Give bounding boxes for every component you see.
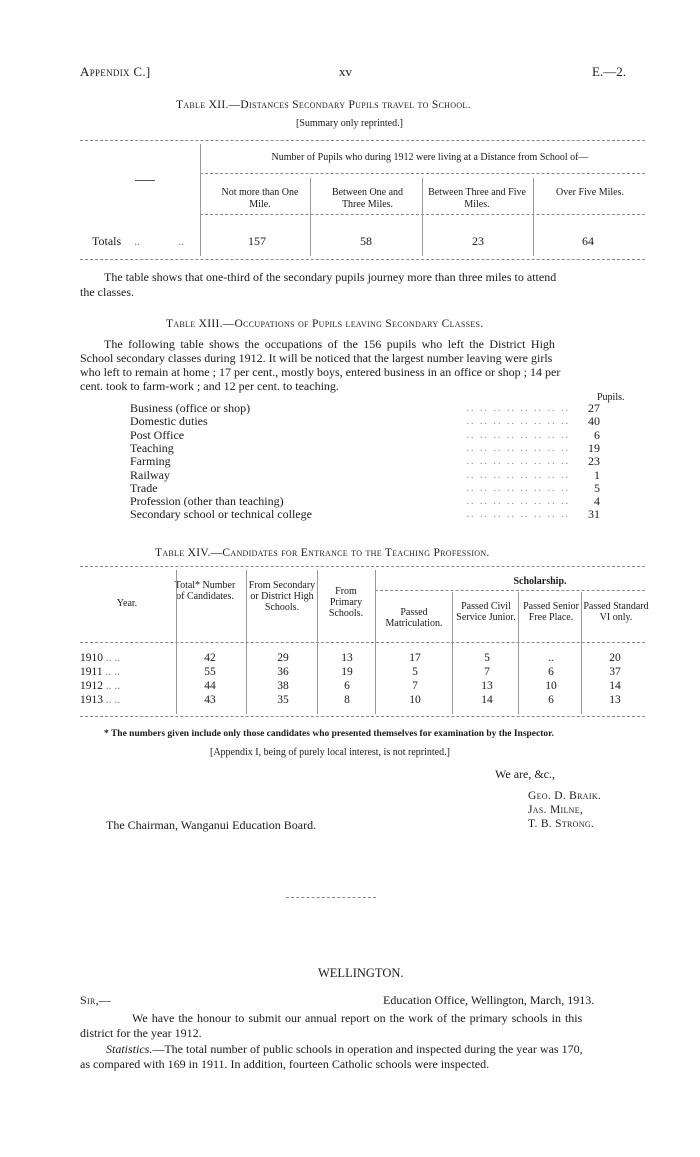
table14-cell-civil: 14 bbox=[481, 694, 493, 706]
table14-footnote: * The numbers given include only those candidates who presented themselves for examination by the Inspector. bbox=[104, 729, 554, 739]
occupation-value: 19 bbox=[588, 440, 600, 455]
table13-col-header: Pupils. bbox=[597, 392, 625, 403]
table14-cell-primary: 8 bbox=[344, 694, 350, 706]
leader-dots: .. .. .. .. .. .. .. .. bbox=[466, 469, 570, 481]
occupation-value: 6 bbox=[594, 427, 600, 442]
table14-cell-std6: 37 bbox=[609, 666, 621, 678]
closing-we-are: We are, &c., bbox=[495, 767, 555, 781]
table14-row-year bbox=[80, 680, 170, 692]
table14-cell-civil: 5 bbox=[484, 652, 490, 664]
signatory-1: Geo. D. Braik. bbox=[528, 790, 602, 802]
table14-cell-total: 43 bbox=[204, 694, 216, 706]
leader-dots: .. .. .. .. .. .. .. .. bbox=[466, 482, 570, 494]
table14-cell-senior: .. bbox=[548, 652, 554, 664]
year-value: 1911 bbox=[80, 666, 103, 678]
occupation-value: 31 bbox=[588, 507, 600, 522]
occupation-label: Business (office or shop) bbox=[130, 402, 256, 415]
letter-p2-lead: Statistics. bbox=[106, 1042, 153, 1056]
appendix-note: [Appendix I, being of purely local interest, is not reprinted.] bbox=[210, 747, 450, 758]
table12: Number of Pupils who during 1912 were living at a Distance from School of— Not more than One Mile. Between One and Three Miles. Between Three and Five Miles. Over Five Miles. Totals .. .. 157 58 23 64 bbox=[80, 140, 645, 260]
table14-header-matric: Passed Matriculation. bbox=[385, 607, 443, 629]
table14-cell-std6: 20 bbox=[609, 652, 621, 664]
leader-dots: .. .. .. .. .. .. .. .. bbox=[466, 429, 570, 441]
occupation-row bbox=[130, 495, 600, 508]
table14-cell-civil: 13 bbox=[481, 680, 493, 692]
occupation-row bbox=[130, 429, 600, 442]
table14 bbox=[80, 566, 650, 716]
table13-intro-line1: The following table shows the occupations of the 156 pupils who left the District High bbox=[104, 337, 555, 351]
table14-cell-civil: 7 bbox=[484, 666, 490, 678]
letter-p1-line2: district for the year 1912. bbox=[80, 1026, 202, 1040]
table12-col-1: Not more than One Mile. bbox=[221, 187, 299, 210]
occupation-row bbox=[130, 402, 600, 415]
table14-cell-senior: 6 bbox=[548, 666, 554, 678]
header-page-number: xv bbox=[339, 64, 352, 79]
table12-subtitle: [Summary only reprinted.] bbox=[296, 118, 403, 129]
table14-cell-district: 36 bbox=[277, 666, 289, 678]
leader-dots: .. .. .. .. .. .. .. .. bbox=[466, 456, 570, 468]
leader-dots: .. .. bbox=[103, 652, 121, 664]
table14-header-scholarship: Scholarship. bbox=[513, 576, 567, 587]
table14-cell-matric: 7 bbox=[412, 680, 418, 692]
leader-dots: .. .. .. .. .. .. .. .. bbox=[466, 509, 570, 521]
para1-line2: the classes. bbox=[80, 285, 134, 299]
table12-value-1: 157 bbox=[248, 234, 266, 248]
table14-cell-total: 44 bbox=[204, 680, 216, 692]
table12-value-4: 64 bbox=[582, 234, 594, 248]
table14-row-year bbox=[80, 666, 170, 678]
table12-value-2: 58 bbox=[360, 234, 372, 248]
table14-cell-matric: 5 bbox=[412, 666, 418, 678]
table14-header-district: From Secondary or District High Schools. bbox=[248, 580, 316, 613]
occupation-value: 1 bbox=[594, 467, 600, 482]
occupation-label: Railway bbox=[130, 469, 176, 482]
table14-cell-senior: 6 bbox=[548, 694, 554, 706]
occupation-label: Trade bbox=[130, 482, 164, 495]
table12-col-3: Between Three and Five Miles. bbox=[428, 187, 526, 210]
occupation-label: Post Office bbox=[130, 429, 190, 442]
leader-dots: .. .. .. .. .. .. .. .. bbox=[466, 442, 570, 454]
occupation-label: Teaching bbox=[130, 442, 180, 455]
letter-date: Education Office, Wellington, March, 1913. bbox=[383, 993, 595, 1007]
occupation-row bbox=[130, 455, 600, 468]
letter-salutation: Sir,— bbox=[80, 993, 112, 1007]
letter-place: WELLINGTON. bbox=[318, 966, 404, 980]
year-value: 1913 bbox=[80, 694, 103, 706]
table14-cell-std6: 14 bbox=[609, 680, 621, 692]
occupation-label: Domestic duties bbox=[130, 415, 214, 428]
table13-title: Table XIII.—Occupations of Pupils leaving Secondary Classes. bbox=[166, 318, 484, 330]
occupation-row bbox=[130, 442, 600, 455]
table14-header-senior: Passed Senior Free Place. bbox=[523, 601, 579, 623]
header-right: E.—2. bbox=[592, 64, 626, 79]
occupation-value: 40 bbox=[588, 414, 600, 429]
table13-intro-line3: who left to remain at home ; 17 per cent., mostly boys, entered business in an office or shop ; 14 per bbox=[80, 365, 561, 379]
addressee: The Chairman, Wanganui Education Board. bbox=[106, 818, 317, 832]
occupation-value: 5 bbox=[594, 480, 600, 495]
occupation-label: Farming bbox=[130, 455, 177, 468]
letter-p2-line1: —The total number of public schools in operation and inspected during the year was 170, bbox=[152, 1042, 583, 1056]
table14-header-civil: Passed Civil Service Junior. bbox=[456, 601, 516, 623]
table14-title: Table XIV.—Candidates for Entrance to the Teaching Profession. bbox=[155, 547, 490, 559]
table12-col-4: Over Five Miles. bbox=[555, 187, 625, 198]
table14-cell-total: 55 bbox=[204, 666, 216, 678]
table12-title: Table XII.—Distances Secondary Pupils travel to School. bbox=[176, 99, 471, 111]
occupation-value: 4 bbox=[594, 494, 600, 509]
occupation-label: Secondary school or technical college bbox=[130, 508, 318, 521]
table13-intro-line2: School secondary classes during 1912. It will be noticed that the largest number leaving were girls bbox=[80, 351, 553, 365]
table14-cell-senior: 10 bbox=[545, 680, 557, 692]
table14-header-year: Year. bbox=[116, 598, 138, 609]
occupation-value: 27 bbox=[588, 401, 600, 415]
table14-row-year bbox=[80, 652, 170, 664]
year-value: 1912 bbox=[80, 680, 103, 692]
table14-cell-matric: 17 bbox=[409, 652, 421, 664]
table12-spanning-header: Number of Pupils who during 1912 were living at a Distance from School of— bbox=[271, 152, 589, 163]
table14-cell-total: 42 bbox=[204, 652, 216, 664]
occupation-value: 23 bbox=[588, 454, 600, 469]
table14-cell-matric: 10 bbox=[409, 694, 421, 706]
signatory-2: Jas. Milne, bbox=[528, 804, 584, 816]
table14-cell-district: 29 bbox=[277, 652, 289, 664]
leader-dots: .. .. .. .. .. .. .. .. bbox=[466, 496, 570, 508]
table14-cell-primary: 6 bbox=[344, 680, 350, 692]
table14-cell-std6: 13 bbox=[609, 694, 621, 706]
letter-p2-line2: as compared with 169 in 1911. In addition, fourteen Catholic schools were inspected. bbox=[80, 1057, 490, 1071]
table12-col-2: Between One and Three Miles. bbox=[331, 187, 404, 210]
table12-value-3: 23 bbox=[472, 234, 484, 248]
header-left: Appendix C.] bbox=[80, 64, 151, 79]
table14-row-year bbox=[80, 694, 170, 706]
table12-row-label: Totals bbox=[92, 234, 122, 248]
table14-cell-primary: 19 bbox=[341, 666, 353, 678]
table14-header-primary: From Primary Schools. bbox=[328, 586, 364, 619]
leader-dots: .. .. .. .. .. .. .. .. bbox=[466, 403, 570, 414]
section-divider bbox=[286, 897, 376, 898]
table14-cell-district: 38 bbox=[277, 680, 289, 692]
occupation-row bbox=[130, 415, 600, 428]
occupation-row bbox=[130, 482, 600, 495]
table14-cell-primary: 13 bbox=[341, 652, 353, 664]
signatory-3: T. B. Strong. bbox=[528, 818, 595, 830]
table14-header-std6: Passed Standard VI only. bbox=[583, 601, 649, 623]
letter-p1-line1: We have the honour to submit our annual report on the work of the primary schools in this bbox=[132, 1011, 583, 1025]
table14-header-total: Total* Number of Candidates. bbox=[174, 580, 236, 602]
occupation-row bbox=[130, 469, 600, 482]
leader-dots: .. .. bbox=[103, 694, 121, 706]
para1-line1: The table shows that one-third of the secondary pupils journey more than three miles to attend bbox=[104, 270, 557, 284]
occupation-row bbox=[130, 508, 600, 521]
year-value: 1910 bbox=[80, 652, 103, 664]
table14-cell-district: 35 bbox=[277, 694, 289, 706]
table13-intro-line4: cent. took to farm-work ; and 12 per cent. to teaching. bbox=[80, 379, 339, 393]
leader-dots: .. .. bbox=[103, 680, 121, 692]
leader-dots: .. .. .. .. .. .. .. .. bbox=[466, 416, 570, 428]
occupation-label: Profession (other than teaching) bbox=[130, 495, 290, 508]
leader-dots: .. .. bbox=[102, 666, 120, 678]
